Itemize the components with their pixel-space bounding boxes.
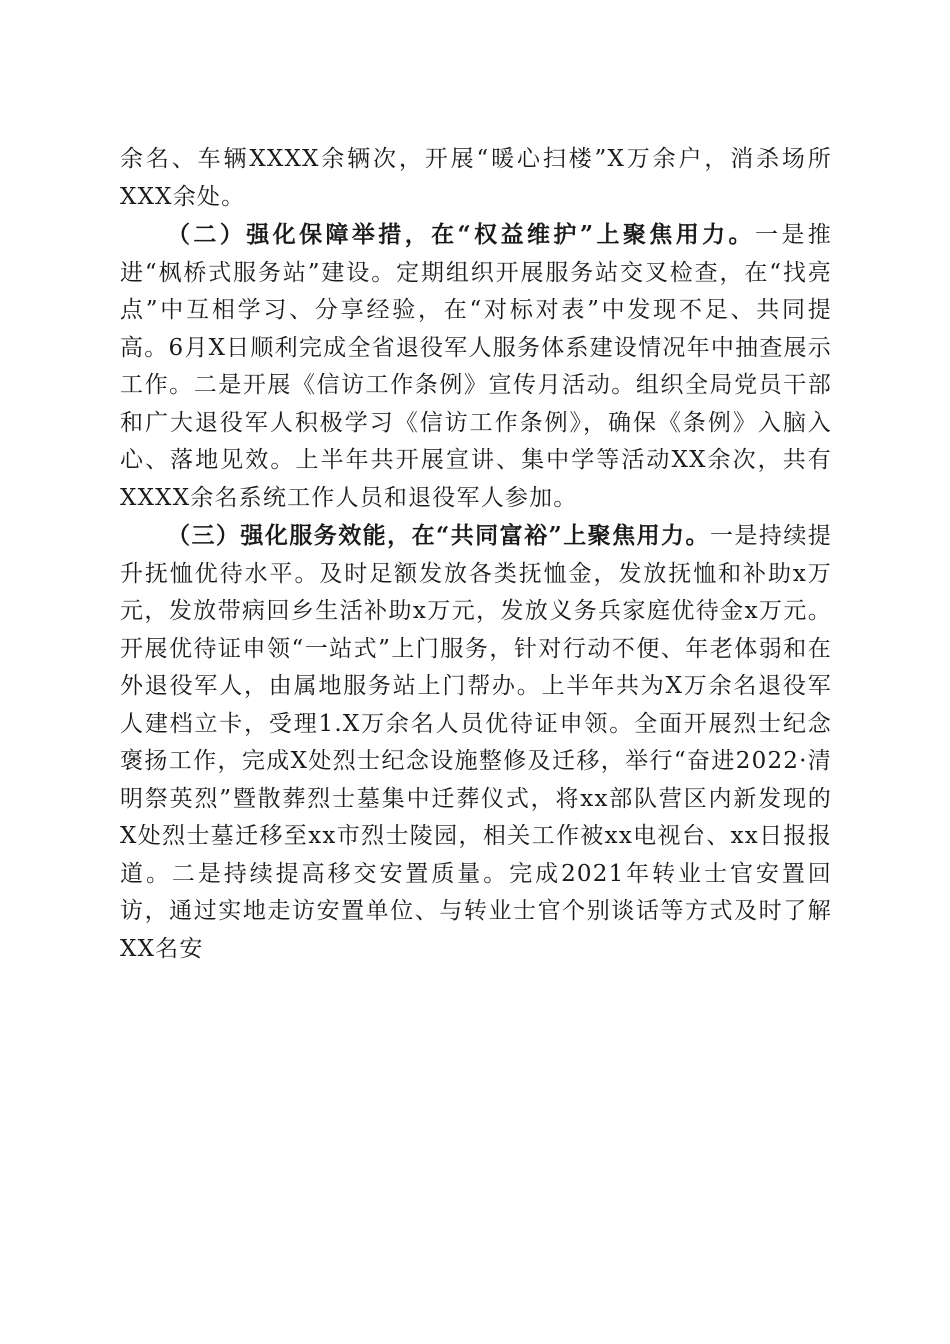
section-2-text: 一是推进“枫桥式服务站”建设。定期组织开展服务站交叉检查，在“找亮点”中互相学习、分享经验，在“对标对表”中发现不足、共同提高。6月X日顺利完成全省退役军人服务体系建设情况年中抽查展示工作。二是开展《信访工作条例》宣传月活动。组织全局党员干部和广大退役军人积极学习《信访工作条例》，确保《条例》入脑入心、落地见效。上半年共开展宣讲、集中学等活动XX余次，共有XXXX余名系统工作人员和退役军人参加。 (120, 222, 832, 511)
section-2-heading: （二）强化保障举措，在“权益维护”上聚焦用力。 (167, 221, 755, 248)
paragraph-continued (120, 141, 832, 216)
document-body (120, 141, 832, 968)
paragraph-section-2 (120, 216, 832, 517)
section-3-text: 一是持续提升抚恤优待水平。及时足额发放各类抚恤金，发放抚恤和补助x万元，发放带病回乡生活补助x万元，发放义务兵家庭优待金x万元。开展优待证申领“一站式”上门服务，针对行动不便、年老体弱和在外退役军人，由属地服务站上门帮办。上半年共为X万余名退役军人建档立卡，受理1.X万余名人员优待证申领。全面开展烈士纪念褒扬工作，完成X处烈士纪念设施整修及迁移，举行“奋进2022·清明祭英烈”暨散葬烈士墓集中迁葬仪式，将xx部队营区内新发现的X处烈士墓迁移至xx市烈士陵园，相关工作被xx电视台、xx日报报道。二是持续提高移交安置质量。完成2021年转业士官安置回访，通过实地走访安置单位、与转业士官个别谈话等方式及时了解XX名安 (120, 523, 832, 962)
section-3-heading: （三）强化服务效能，在“共同富裕”上聚焦用力。 (167, 522, 710, 549)
paragraph-1-text: 余名、车辆XXXX余辆次，开展“暖心扫楼”X万余户，消杀场所XXX余处。 (120, 146, 832, 210)
paragraph-section-3 (120, 517, 832, 968)
